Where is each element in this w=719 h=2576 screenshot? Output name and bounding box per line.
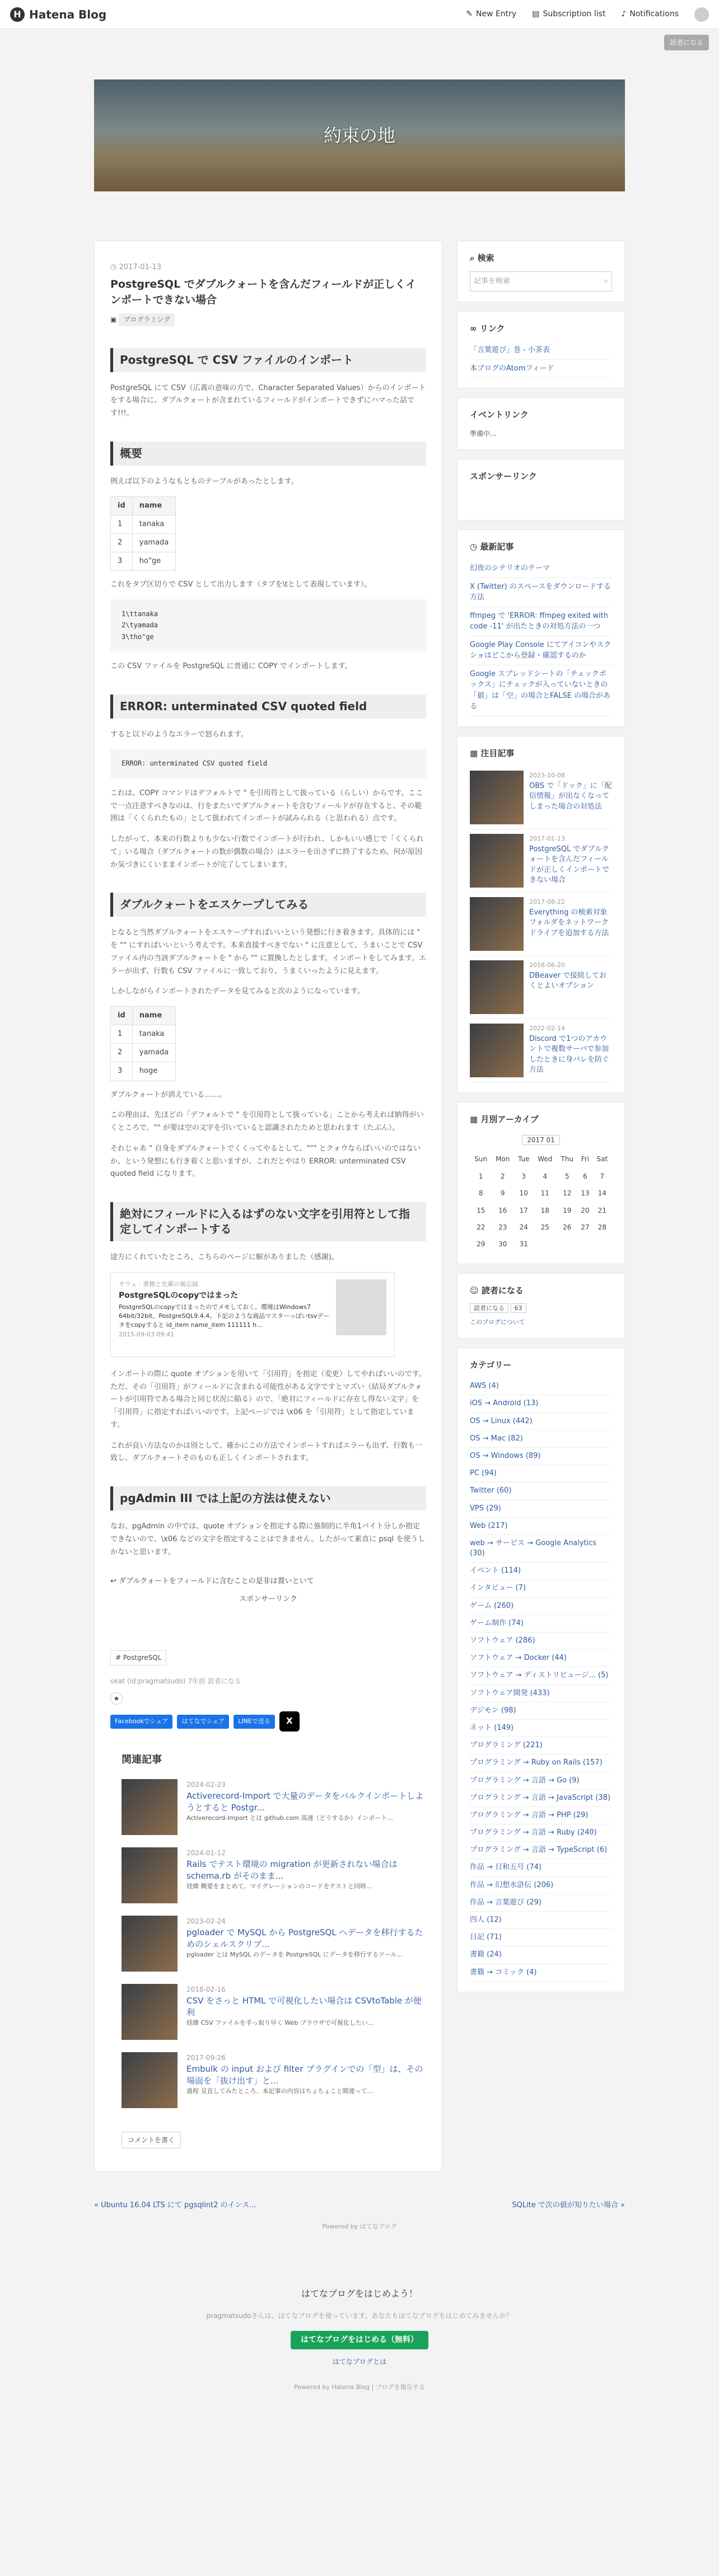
footer xyxy=(0,2281,719,2409)
category-link[interactable]: 書籍 (24) xyxy=(470,1946,612,1964)
table-cell: yamada xyxy=(132,1044,176,1062)
pencil-icon: ✎ xyxy=(466,9,473,18)
table-header: name xyxy=(132,1007,176,1025)
entry-title[interactable]: PostgreSQL でダブルクォートを含んだフィールドが正しくインポートできない場合 xyxy=(110,278,417,306)
cal-day[interactable] xyxy=(594,1236,611,1252)
category-link[interactable]: ソフトウェア → ディストリビュージ... (5) xyxy=(470,1667,612,1685)
category-link[interactable]: Twitter (60) xyxy=(470,1482,612,1500)
sponsor-title: スポンサーリンク xyxy=(470,471,537,481)
section-heading: ダブルクォートをエスケープしてみる xyxy=(110,893,426,917)
recent-title: 最新記事 xyxy=(480,541,514,552)
category-title: カテゴリー xyxy=(470,1359,512,1370)
cal-day[interactable]: 22 xyxy=(477,1223,485,1232)
category-link[interactable]: プログラミング → Ruby on Rails (157) xyxy=(470,1754,612,1772)
archive-title: 月別アーカイブ xyxy=(480,1114,539,1125)
table-cell: 2 xyxy=(111,533,133,552)
table-cell: ho"ge xyxy=(132,552,176,570)
category-link[interactable]: ゲーム (260) xyxy=(470,1598,612,1615)
category-link[interactable]: 作品 → 日和五号 (74) xyxy=(470,1859,612,1876)
cal-day[interactable]: 26 xyxy=(563,1223,572,1232)
category-module xyxy=(457,1348,625,1992)
attention-date: 2023-10-08 xyxy=(529,772,565,780)
cal-day[interactable]: 20 xyxy=(581,1206,590,1214)
related-thumbnail xyxy=(122,1916,178,1972)
cal-day[interactable]: 27 xyxy=(581,1223,590,1232)
table-header: id xyxy=(111,1007,133,1025)
cal-day[interactable]: 13 xyxy=(581,1189,590,1198)
search-module xyxy=(457,241,625,302)
archive-module xyxy=(457,1102,625,1264)
attention-date: 2018-06-20 xyxy=(529,961,565,969)
logo-text: Hatena Blog xyxy=(29,7,107,21)
cal-day[interactable]: 4 xyxy=(543,1172,548,1180)
related-date: 2024-02-23 xyxy=(186,1780,226,1789)
related-title[interactable]: pgloader で MySQL から PostgreSQL へデータを移行するためのシェルスクリプ... xyxy=(186,1927,423,1950)
table-cell: 1 xyxy=(111,515,133,533)
recent-item[interactable]: X (Twitter) のスペースをダウンロードする方法 xyxy=(470,578,612,607)
category-link[interactable]: PC (94) xyxy=(470,1465,612,1482)
cal-day[interactable]: 9 xyxy=(500,1189,505,1198)
cal-day[interactable]: 19 xyxy=(563,1206,572,1214)
start-blog-button[interactable]: はてなブログをはじめる（無料） xyxy=(291,2331,428,2350)
reader-count: 63 xyxy=(511,1303,526,1313)
category-link[interactable]: プログラミング (221) xyxy=(470,1737,612,1754)
embed-title[interactable]: PostgreSQLのcopyではまった xyxy=(119,1291,239,1301)
section-heading: PostgreSQL で CSV ファイルのインポート xyxy=(110,348,426,372)
data-table xyxy=(110,1006,176,1081)
category-link[interactable]: イベント (114) xyxy=(470,1563,612,1580)
code-block: ERROR: unterminated CSV quoted field xyxy=(110,749,426,778)
category-link[interactable]: OS → Linux (442) xyxy=(470,1413,612,1430)
category-link[interactable]: デジモン (98) xyxy=(470,1702,612,1720)
cal-day[interactable]: 28 xyxy=(597,1223,606,1232)
embed-site: サウェ · 書籍と先輩の備忘録 xyxy=(119,1280,199,1288)
paragraph: この CSV ファイルを PostgreSQL に普通に COPY でインポートします。 xyxy=(110,661,352,670)
tag-label[interactable]: # PostgreSQL xyxy=(110,1650,166,1665)
cal-day[interactable]: 12 xyxy=(563,1189,572,1198)
cal-day[interactable]: 14 xyxy=(597,1189,606,1198)
embed-summary: PostgreSQLのcopyではまったのでメモしておく。環境はWindows7 64bit/32bit、PostgreSQL9.4.4。下記のような商品マスターっぽいtsvデータをcopyすると id_item name_item 111111 h... xyxy=(119,1303,330,1329)
related-item[interactable] xyxy=(122,2052,426,2108)
cal-day[interactable]: 2 xyxy=(500,1172,505,1180)
hatena-share-button[interactable]: はてなでシェア xyxy=(177,1715,229,1729)
related-title[interactable]: CSV をさっと HTML で可視化したい場合は CSVtoTable が便利 xyxy=(186,1996,422,2018)
related-thumbnail xyxy=(122,2052,178,2108)
powered-by[interactable]: Powered by はてなブログ xyxy=(322,2223,397,2231)
table-cell: tanaka xyxy=(132,1025,176,1044)
readers-title: 読者になる xyxy=(481,1285,524,1296)
related-articles xyxy=(110,1752,426,2108)
related-summary: 経緯 概要をまとめて。マイグレーションのコードをテストと同時... xyxy=(186,1883,372,1890)
category-link[interactable]: 四人 (12) xyxy=(470,1912,612,1929)
link-icon: ↩ xyxy=(110,1577,116,1586)
archive-select[interactable]: 2017 01 xyxy=(522,1135,560,1145)
related-date: 2018-02-16 xyxy=(186,1985,226,1993)
bell-icon: ♪ xyxy=(621,9,627,18)
cal-day[interactable] xyxy=(534,1236,556,1252)
link-icon: ∞ xyxy=(470,323,477,334)
cal-day[interactable]: 18 xyxy=(540,1206,549,1214)
attention-item-title[interactable]: OBS で「ドック」に「配信情報」が出なくなってしまった場合の対処法 xyxy=(529,782,612,811)
related-title[interactable]: Rails でテスト環境の migration が更新されない場合は schema.rb がそのまま... xyxy=(186,1859,398,1881)
recent-module xyxy=(457,529,625,727)
subscribe-button[interactable]: 読者になる xyxy=(470,1303,508,1313)
paragraph: すると以下のようなエラーで怒られます。 xyxy=(110,730,248,739)
cal-day[interactable]: 21 xyxy=(597,1206,606,1214)
facebook-share-button[interactable]: Facebookでシェア xyxy=(110,1715,172,1729)
category-link[interactable]: プログラミング → 言語 → JavaScript (38) xyxy=(470,1790,612,1807)
section-heading: ERROR: unterminated CSV quoted field xyxy=(110,695,426,719)
prev-entry-link[interactable]: « Ubuntu 16.04 LTS にて pgsqlint2 のインス... xyxy=(94,2201,256,2210)
table-cell: 1 xyxy=(111,1025,133,1044)
links-module xyxy=(457,311,625,389)
cal-day[interactable]: 24 xyxy=(519,1223,528,1232)
attention-thumbnail xyxy=(470,771,524,824)
cal-day-head: Thu xyxy=(561,1155,573,1163)
readers-module xyxy=(457,1273,625,1339)
attention-module xyxy=(457,736,625,1094)
table-cell: hoge xyxy=(132,1062,176,1081)
recent-item[interactable]: ffmpeg で 'ERROR: ffmpeg exited with code -11' が出たときの対処方法の一つ xyxy=(470,607,612,636)
cal-day[interactable]: 31 xyxy=(519,1240,528,1249)
notifications-label: Notifications xyxy=(629,9,679,18)
data-table xyxy=(110,496,176,571)
attention-item-title[interactable]: Discord で1つのアカウントで複数サーバで参加したときに身バレを防ぐ方法 xyxy=(529,1035,610,1074)
footer-sub: pragmatsudoさんは、はてなブログを使っています。あなたもはてなブログをはじめてみませんか？ xyxy=(206,2312,513,2320)
category-link[interactable]: プログラミング → 言語 → PHP (29) xyxy=(470,1807,612,1824)
cal-day[interactable]: 5 xyxy=(564,1172,569,1180)
category-link[interactable]: OS → Windows (89) xyxy=(470,1448,612,1465)
embed-thumbnail xyxy=(336,1279,386,1335)
event-title: イベントリンク xyxy=(470,410,529,420)
cal-day[interactable] xyxy=(557,1236,577,1252)
next-entry-link[interactable]: SQLite で次の値が知りたい場合 » xyxy=(512,2201,625,2210)
cal-day[interactable]: 10 xyxy=(519,1189,528,1198)
comment-button[interactable]: コメントを書く xyxy=(122,2132,181,2148)
cal-day-head: Wed xyxy=(538,1155,553,1163)
subscription-icon: ▤ xyxy=(532,9,540,18)
line-share-button[interactable]: LINEで送る xyxy=(234,1715,275,1729)
cal-day[interactable]: 8 xyxy=(478,1189,483,1198)
footer-title: はてなブログをはじめよう！ xyxy=(301,2288,418,2299)
table-cell: 2 xyxy=(111,1044,133,1062)
related-date: 2023-02-24 xyxy=(186,1917,226,1925)
search-heading-icon: ⌕ xyxy=(470,253,475,263)
blog-title[interactable]: 約束の地 xyxy=(323,124,395,146)
table-header: id xyxy=(111,496,133,515)
event-body: 準備中... xyxy=(470,429,497,438)
embed-meta: 2015-09-03 09:41 xyxy=(119,1331,175,1339)
table-cell: 3 xyxy=(111,1062,133,1081)
category-link[interactable]: OS → Mac (82) xyxy=(470,1430,612,1448)
entry-pager xyxy=(94,2199,625,2212)
entry-date-text: 2017-01-13 xyxy=(119,263,162,271)
category-link[interactable]: 作品 → 言葉遊び (29) xyxy=(470,1894,612,1912)
attention-thumbnail xyxy=(470,1024,524,1077)
related-thumbnail xyxy=(122,1779,178,1835)
attention-thumbnail xyxy=(470,834,524,888)
related-thumbnail xyxy=(122,1847,178,1903)
related-date: 2017-09-26 xyxy=(186,2053,226,2062)
cal-day[interactable]: 3 xyxy=(521,1172,526,1180)
related-summary: pgloader とは MySQL のデータを PostgreSQL にデータを移行するツール... xyxy=(186,1951,403,1959)
attention-date: 2017-01-13 xyxy=(529,835,565,843)
paragraph: したがって、本来の行数よりも少ない行数でインポートが行われ、しかもいい感じで「くくられて」いる場合（ダブルクォートの数が偶数の場合）はエラーを出さずに終了するため、何が原因か気づきにくいままインポートが完了してしまいます。 xyxy=(110,835,424,869)
related-title[interactable]: Embulk の input および filter プラグインでの「型」は、その場面を「抜け出す」と... xyxy=(186,2064,423,2086)
star-icon[interactable]: ★ xyxy=(110,1692,123,1705)
category-link[interactable]: 作品 → 幻想水滸伝 (206) xyxy=(470,1877,612,1894)
attention-item[interactable] xyxy=(470,893,612,956)
cal-day[interactable]: 16 xyxy=(498,1206,507,1214)
category-link[interactable]: ソフトウェア開発 (433) xyxy=(470,1685,612,1702)
recent-item[interactable]: Google スプレッドシートの「チェックボックス」にチェックが入っていないときの「値」は「空」の場合とFALSE の場合がある xyxy=(470,665,612,716)
table-header: name xyxy=(132,496,176,515)
paragraph: インポートの際に quote オプションを用いて「引用符」を指定（変更）してやればいいのです。ただ、その「引用符」がフィールドに含まれる可能性がある文字ですとマズい（結局ダブルクォートが引用符である場合と同じ状況に陥る）ので、「絶対にフィールドに存在し得ない文字」を「引用符」に指定すればいいのです。上記ページでは \x06 を「引用符」として指定しています。 xyxy=(110,1369,426,1429)
entry-date[interactable]: ◷ 2017-01-13 xyxy=(110,263,162,271)
table-cell: yamada xyxy=(132,533,176,552)
category-link[interactable]: VPS (29) xyxy=(470,1500,612,1518)
blog-about-link[interactable]: このブログについて xyxy=(470,1319,525,1326)
related-item[interactable] xyxy=(122,1779,426,1835)
links-title: リンク xyxy=(479,323,505,334)
attention-item-title[interactable]: PostgreSQL でダブルクォートを含んだフィールドが正しくインポートできない場合 xyxy=(529,845,610,884)
author-line: okat (id:pragmatsudo) 7年前 読者になる xyxy=(110,1677,241,1685)
section-heading: 概要 xyxy=(110,442,426,466)
category-link[interactable]: ゲーム制作 (74) xyxy=(470,1615,612,1632)
category-link[interactable]: インタビュー (7) xyxy=(470,1580,612,1597)
attention-item-title[interactable]: DBeaver で接続しておくとよいオプション xyxy=(529,972,607,991)
category-link[interactable]: ソフトウェア (286) xyxy=(470,1632,612,1650)
attention-date: 2022-02-14 xyxy=(529,1025,565,1033)
sidebar xyxy=(457,241,625,2001)
related-heading: 関連記事 xyxy=(122,1754,162,1766)
category-link[interactable]: AWS (4) xyxy=(470,1378,612,1395)
related-item[interactable] xyxy=(122,1984,426,2040)
cal-day[interactable]: 6 xyxy=(583,1172,587,1180)
paragraph: ダブルクォートが消えている……。 xyxy=(110,1090,226,1099)
related-summary: 経緯 CSV ファイルを手っ取り早く Web ブラウザで可視化したい... xyxy=(186,2019,374,2027)
cal-day[interactable]: 17 xyxy=(519,1206,528,1214)
attention-item-title[interactable]: Everything の検索対象フォルダをネットワークドライブを追加する方法 xyxy=(529,908,609,937)
related-item[interactable] xyxy=(122,1847,426,1903)
attention-date: 2017-08-22 xyxy=(529,898,565,906)
blog-header xyxy=(94,79,625,191)
attention-thumbnail xyxy=(470,960,524,1014)
cal-day[interactable]: 11 xyxy=(540,1189,549,1198)
attention-item[interactable] xyxy=(470,1019,612,1082)
paragraph: PostgreSQL にて CSV（広義の意味の方で、Character Separated Values）からのインポートをする場合に、ダブルクォートが含まれているフィールドがインポートできずにハマった話です!!!。 xyxy=(110,383,426,418)
sponsor-module xyxy=(457,459,625,520)
new-entry-label: New Entry xyxy=(475,9,517,18)
category-link[interactable]: プログラミング → 言語 → TypeScript (6) xyxy=(470,1842,612,1859)
subscription-label: Subscription list xyxy=(543,9,606,18)
archive-calendar xyxy=(470,1150,612,1253)
paragraph: これは、COPY コマンドはデフォルトで " を引用符として扱っている（らしい）からです。ここで一点注意すべきなのは、行をまたいでダブルクォートを含むフィールドが存在すると、その範囲は「くくられたもの」として扱われてインポートが試みられる（と思われる）点です。 xyxy=(110,789,423,823)
cal-day[interactable]: 30 xyxy=(498,1240,507,1249)
related-title[interactable]: Activerecord-Import で大量のデータをバルクインポートしようとすると Postgr... xyxy=(186,1791,424,1813)
category-link[interactable]: Web (217) xyxy=(470,1518,612,1535)
calendar-icon: ▦ xyxy=(470,1114,478,1125)
new-entry-button[interactable] xyxy=(466,8,516,21)
paragraph: 途方にくれていたところ、こちらのページに解がありました（感謝)。 xyxy=(110,1253,339,1261)
category-link[interactable]: 日記 (71) xyxy=(470,1929,612,1946)
recent-item[interactable]: Google Play Console にてアイコンやスクショはどこから登録・確認するのか xyxy=(470,636,612,665)
related-thumbnail xyxy=(122,1984,178,2040)
paragraph: となると当然ダブルクォートをエスケープすればいいという発想に行き着きます。具体的には " を "" にすればいいという考えです。本来直接すべきでない " に注意として、うまいことで CSV ファイル内の当該ダブルクォートを " から "" に置換したとします。インポートをしてみます。エラーが出ず、行数も CSV ファイルに一致しており、うまくいったように見えます。 xyxy=(110,928,426,975)
paragraph: それじゃあ " 自身をダブルクォートでくくってやるとして、""" とクォウならばいいのではないか、という発想にも行き着くと思いますが、これだとやはり ERROR: unterminated CSV quoted field になります。 xyxy=(110,1144,421,1179)
hatena-logo[interactable] xyxy=(10,5,106,24)
search-title: 検索 xyxy=(477,253,494,263)
global-header xyxy=(0,0,719,29)
cal-day[interactable] xyxy=(578,1236,592,1252)
cal-day-head: Tue xyxy=(517,1155,530,1163)
paragraph: これが良い方法なのかは別として、確かにこの方法でインポートすればエラーも出ず、行数も一致し、ダブルクォートそのものも正しくインポートされます。 xyxy=(110,1441,423,1463)
category-link[interactable]: web → サービス → Google Analytics (30) xyxy=(470,1535,612,1563)
footnote-text: ダブルクォートをフィールドに含むことの是非は置いといて xyxy=(119,1577,314,1586)
category-link[interactable]: プログラミング → 言語 → Ruby (240) xyxy=(470,1824,612,1842)
search-placeholder: 記事を検索 xyxy=(474,276,511,285)
paragraph: これをタブ区切りで CSV として出力します（タブを\tとして表現しています）。 xyxy=(110,580,372,589)
attention-thumbnail xyxy=(470,897,524,951)
share-buttons xyxy=(110,1711,426,1732)
embed-card[interactable] xyxy=(110,1272,395,1357)
section-heading: pgAdmin III では上記の方法は使えない xyxy=(110,1486,426,1510)
category-link[interactable]: 書籍 → コミック (4) xyxy=(470,1964,612,1982)
subscription-button[interactable] xyxy=(532,8,605,21)
category-link[interactable]: ソフトウェア → Docker (44) xyxy=(470,1650,612,1667)
sidebar-link[interactable]: 「言葉遊び」巻 - 小茶表 xyxy=(470,341,612,360)
related-date: 2024-01-12 xyxy=(186,1848,226,1857)
folder-icon: ▣ xyxy=(110,316,117,324)
paragraph: 例えば以下のようなもとものテーブルがあったとします。 xyxy=(110,477,298,486)
table-cell: tanaka xyxy=(132,515,176,533)
sponsor-label: スポンサーリンク xyxy=(239,1595,297,1604)
category-tag[interactable]: プログラミング xyxy=(119,313,175,326)
hatena-logo-icon: H xyxy=(10,7,25,22)
related-item[interactable] xyxy=(122,1916,426,1972)
attention-title: 注目記事 xyxy=(480,748,515,758)
attention-icon: ▦ xyxy=(470,748,478,758)
related-summary: Activerecord-Import とは github.com 高速（どうするか）インポート... xyxy=(186,1814,393,1822)
section-heading: 絶対にフィールドに入るはずのない文字を引用符として指定してインポートする xyxy=(110,1202,426,1241)
recent-icon: ◷ xyxy=(470,541,478,552)
cal-day[interactable]: 25 xyxy=(540,1223,549,1232)
recent-item[interactable]: 幻夜のシテリオのテーマ xyxy=(470,560,612,578)
paragraph: この理由は、先ほどの「デフォルトで " を引用符として扱っている」ことから考えれば納得がいくところで、"" が要は空の文字を引いていると認識されたためと思われます（たぶん）。 xyxy=(110,1111,424,1132)
cal-day-head: Sat xyxy=(596,1155,608,1163)
attention-item[interactable] xyxy=(470,766,612,829)
sidebar-link[interactable]: 本ブログのAtomフィード xyxy=(470,360,612,378)
category-link[interactable]: iOS → Android (13) xyxy=(470,1395,612,1413)
subscribe-top-button[interactable]: 読者になる xyxy=(664,35,709,50)
code-block: 1\ttanaka 2\tyamada 3\tho"ge xyxy=(110,599,426,651)
search-icon[interactable]: ⌕ xyxy=(604,276,608,285)
tag-text: PostgreSQL xyxy=(123,1654,162,1662)
attention-item[interactable] xyxy=(470,829,612,893)
cal-day[interactable]: 29 xyxy=(477,1240,485,1249)
notifications-button[interactable] xyxy=(621,8,679,21)
cal-day-head: Mon xyxy=(496,1155,510,1163)
about-hatena-link[interactable]: はてなブログとは xyxy=(332,2358,387,2366)
attention-item[interactable] xyxy=(470,956,612,1019)
category-link[interactable]: プログラミング → 言語 → Go (9) xyxy=(470,1772,612,1790)
cal-day[interactable]: 23 xyxy=(498,1223,507,1232)
search-input[interactable] xyxy=(470,271,612,292)
cal-day-head: Fri xyxy=(581,1155,590,1163)
cal-day[interactable]: 1 xyxy=(478,1172,483,1180)
related-summary: 過程 見直してみたところ、本記事の内容はちょちょこと間違って... xyxy=(186,2087,373,2095)
cal-day-head: Sun xyxy=(474,1155,488,1163)
cal-day[interactable]: 15 xyxy=(477,1206,485,1214)
event-module xyxy=(457,397,625,450)
paragraph: しかしながらインポートされたデータを見てみると次のようになっています。 xyxy=(110,987,365,996)
x-share-button[interactable]: X xyxy=(279,1711,300,1732)
table-cell: 3 xyxy=(111,552,133,570)
user-avatar[interactable] xyxy=(694,7,709,22)
article xyxy=(94,241,442,2171)
cal-day[interactable]: 7 xyxy=(600,1172,605,1180)
category-link[interactable]: ネット (149) xyxy=(470,1720,612,1737)
reader-icon: ☺ xyxy=(470,1285,479,1296)
paragraph: なお、pgAdmin の中では、quote オプションを指定する際に強制的に半角1バイト分しか指定できないので、\x06 などの文字を指定することはできません。したがって素直に psql を使うしかないと思います。 xyxy=(110,1522,426,1556)
footer-powered[interactable]: Powered by Hatena Blog | ブログを報告する xyxy=(294,2383,425,2391)
footnote-link[interactable] xyxy=(110,1575,426,1588)
